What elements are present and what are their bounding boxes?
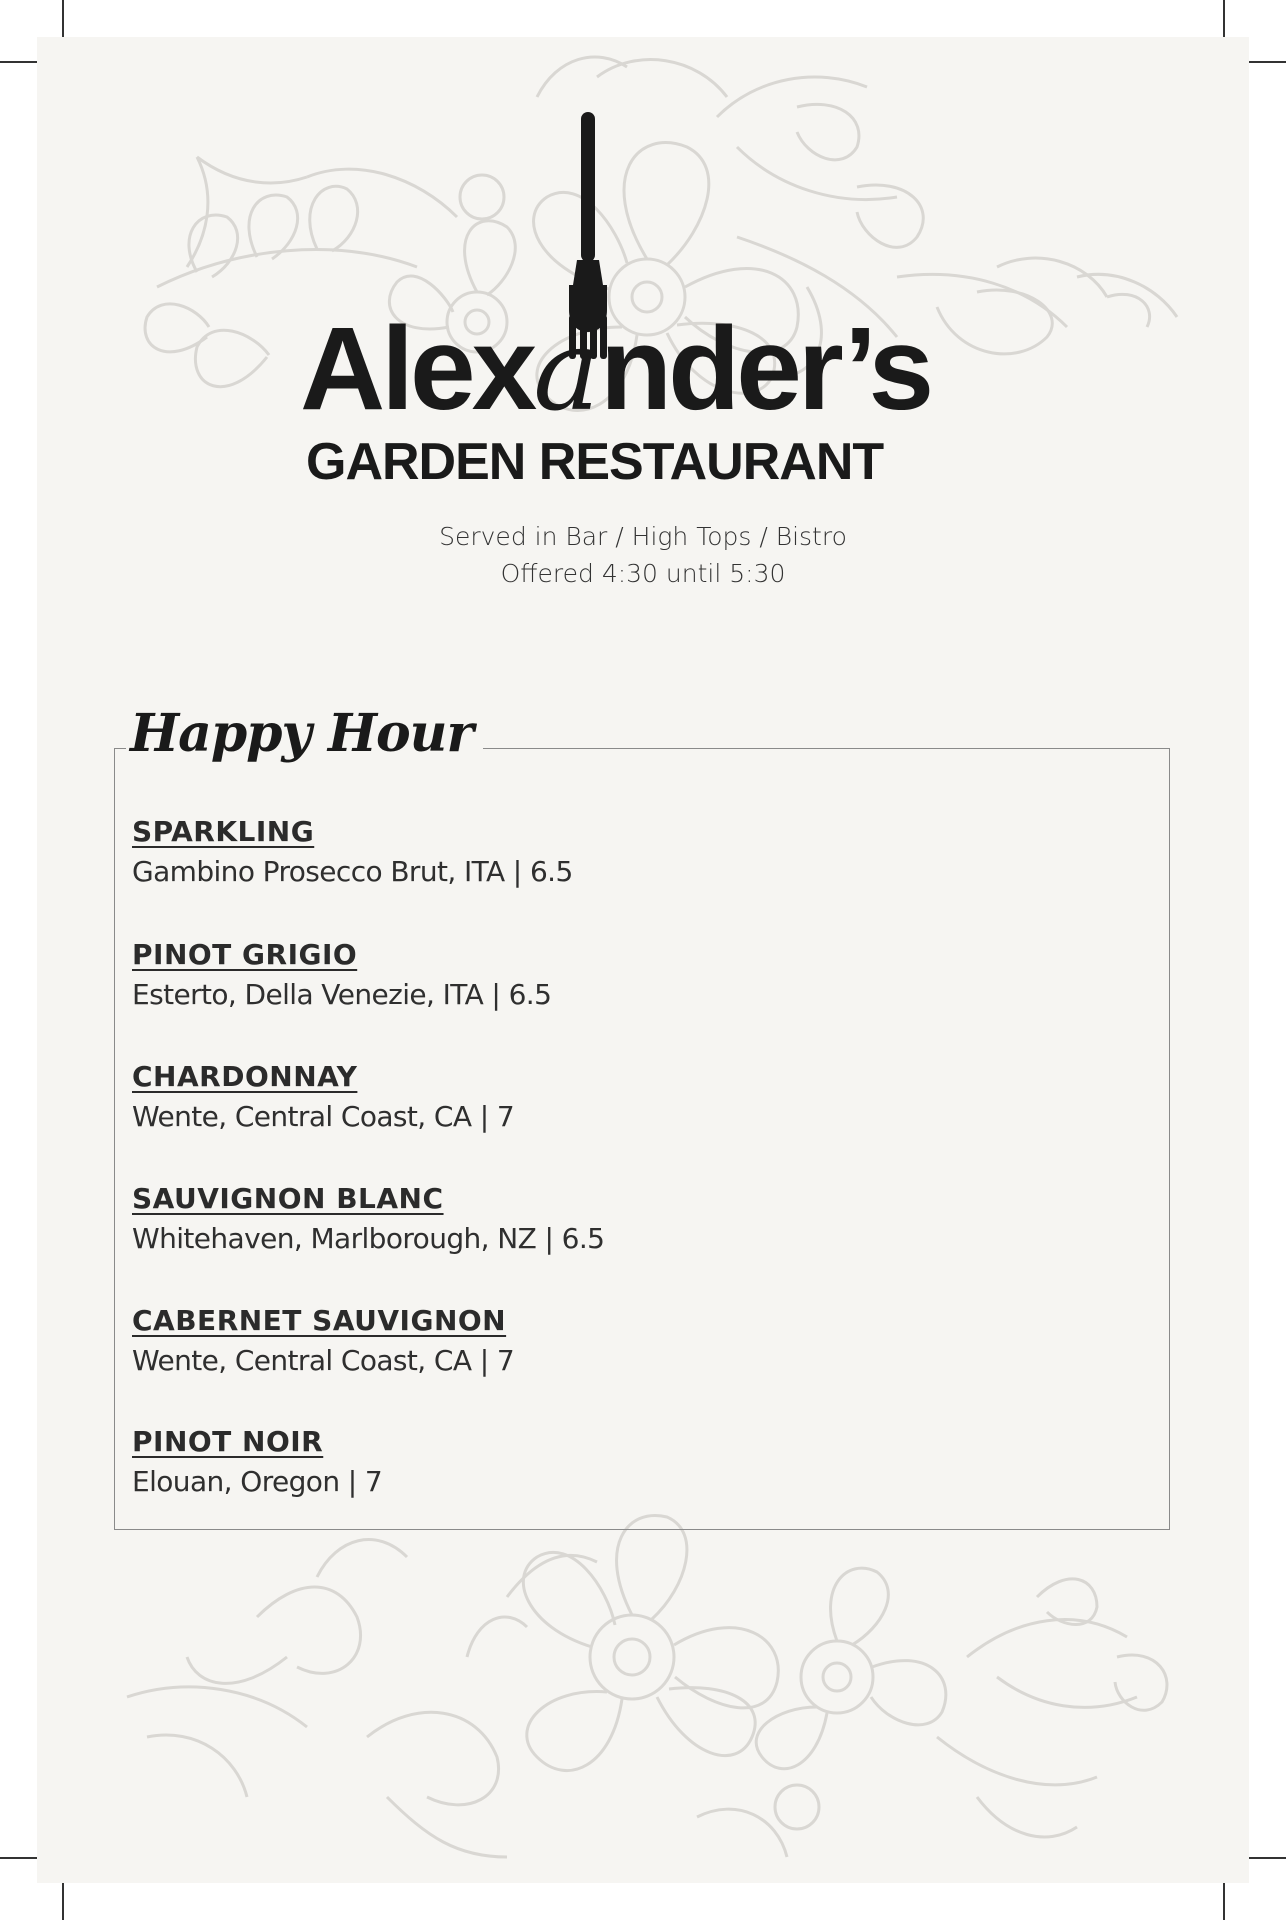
- menu-item-category: PINOT GRIGIO: [132, 938, 358, 971]
- service-location: Served in Bar / High Tops / Bistro: [439, 522, 847, 551]
- menu-item: [132, 1060, 1032, 1133]
- menu-item-description: Gambino Prosecco Brut, ITA | 6.5: [132, 855, 573, 888]
- restaurant-name-script-a: a: [533, 306, 601, 436]
- restaurant-subtitle: GARDEN RESTAURANT: [306, 433, 884, 491]
- menu-item: [132, 1182, 1032, 1255]
- menu-item-description: Esterto, Della Venezie, ITA | 6.5: [132, 978, 552, 1011]
- restaurant-name-part1: Alex: [300, 303, 534, 435]
- menu-item-description: Elouan, Oregon | 7: [132, 1465, 383, 1498]
- service-hours: Offered 4:30 until 5:30: [500, 559, 786, 588]
- menu-item-description: Whitehaven, Marlborough, NZ | 6.5: [132, 1222, 605, 1255]
- menu-item-category: CHARDONNAY: [132, 1060, 358, 1093]
- menu-heading: Happy Hour: [126, 708, 483, 760]
- menu-item: [132, 938, 1032, 1011]
- menu-item: [132, 1425, 1032, 1498]
- menu-item-description: Wente, Central Coast, CA | 7: [132, 1344, 515, 1377]
- menu-item: [132, 1304, 1032, 1377]
- menu-item-category: SAUVIGNON BLANC: [132, 1182, 444, 1215]
- restaurant-name: [300, 303, 1000, 436]
- menu-item-category: CABERNET SAUVIGNON: [132, 1304, 507, 1337]
- menu-item: [132, 815, 1032, 888]
- menu-item-category: PINOT NOIR: [132, 1425, 324, 1458]
- menu-item-category: SPARKLING: [132, 815, 315, 848]
- menu-item-description: Wente, Central Coast, CA | 7: [132, 1100, 515, 1133]
- restaurant-name-part3: nder’s: [600, 303, 931, 435]
